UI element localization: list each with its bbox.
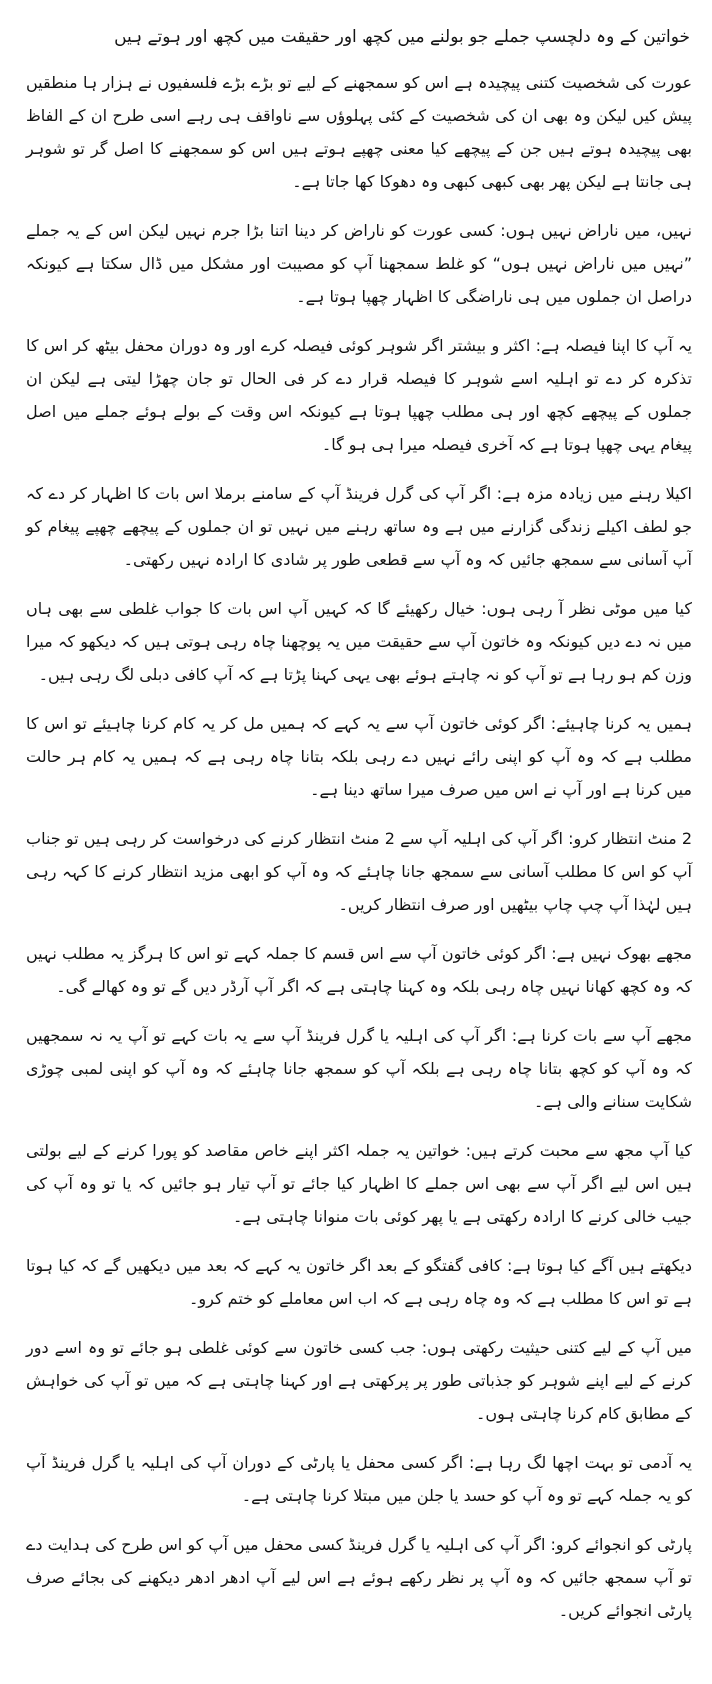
article-paragraph: پارٹی کو انجوائے کرو: اگر آپ کی اہلیہ یا گرل فرینڈ کسی محفل میں آپ کو اس طرح کی ہدایت دے تو آپ سمجھ جائیں کہ وہ آپ پر نظر رکھے ہوئے ہے اس لیے آپ ادھر ادھر دیکھنے کی بجائے صرف پارٹی انجوائے کریں۔ bbox=[26, 1535, 692, 1620]
article-paragraph-intro: عورت کی شخصیت کتنی پیچیدہ ہے اس کو سمجھنے کے لیے تو بڑے بڑے فلسفیوں نے ہزار ہا منطقیں پیش کیں لیکن وہ بھی ان کی شخصیت کے کئی پہلوؤں سے ناواقف ہی رہے اسی طرح ان کے الفاظ بھی پیچیدہ ہوتے ہیں جن کے پیچھے کیا معنی چھپے ہوتے ہیں اس کو سمجھنے کا اصل گر تو شوہر ہی جانتا ہے لیکن پھر بھی کبھی کبھی وہ دھوکا کھا جاتا ہے۔ bbox=[26, 73, 692, 191]
article-paragraph: ہمیں یہ کرنا چاہیئے: اگر کوئی خاتون آپ سے یہ کہے کہ ہمیں مل کر یہ کام کرنا چاہیئے تو اس کا مطلب ہے کہ وہ آپ کو اپنی رائے نہیں دے رہی بلکہ بتانا چاہ رہی ہے کہ ہمیں یہ کام ہر حالت میں کرنا ہے اور آپ نے اس میں صرف میرا ساتھ دینا ہے۔ bbox=[26, 714, 693, 799]
article-paragraph: مجھے آپ سے بات کرنا ہے: اگر آپ کی اہلیہ یا گرل فرینڈ آپ سے یہ بات کہے تو آپ یہ نہ سمجھیں کہ وہ آپ کو کچھ بتانا چاہ رہی ہے بلکہ آپ کو سمجھ جانا چاہئے کہ وہ آپ کو اپنی لمبی چوڑی شکایت سنانے والی ہے۔ bbox=[26, 1026, 692, 1111]
article-paragraph: کیا میں موٹی نظر آ رہی ہوں: خیال رکھیئے گا کہ کہیں آپ اس بات کا جواب غلطی سے بھی ہاں میں نہ دے دیں کیونکہ وہ خاتون آپ سے حقیقت میں یہ پوچھنا چاہ رہی ہوتی ہیں کہ دیکھو کہ میرا وزن کم ہو رہا ہے تو آپ کو نہ چاہتے ہوئے بھی یہی کہنا پڑتا ہے کہ آپ کافی دبلی لگ رہی ہیں۔ bbox=[26, 599, 692, 684]
article-paragraph: یہ آپ کا اپنا فیصلہ ہے: اکثر و بیشتر اگر شوہر کوئی فیصلہ کرے اور وہ دوران محفل بیٹھ کر اس کا تذکرہ کر دے تو اہلیہ اسے شوہر کا فیصلہ قرار دے کر فی الحال تو جان چھڑا لیتی ہے لیکن ان جملوں کے پیچھے کچھ اور ہی مطلب چھپا ہوتا ہے کیونکہ اس وقت کے بولے ہوئے جملے میں اصل پیغام یہی چھپا ہوتا ہے کہ آخری فیصلہ میرا ہی ہو گا۔ bbox=[26, 336, 692, 454]
article-paragraph: دیکھتے ہیں آگے کیا ہوتا ہے: کافی گفتگو کے بعد اگر خاتون یہ کہے کہ بعد میں دیکھیں گے کہ کیا ہوتا ہے تو اس کا مطلب ہے کہ وہ چاہ رہی ہے کہ اب اس معاملے کو ختم کرو۔ bbox=[26, 1256, 692, 1308]
article-paragraph: اکیلا رہنے میں زیادہ مزہ ہے: اگر آپ کی گرل فرینڈ آپ کے سامنے برملا اس بات کا اظہار کر دے کہ جو لطف اکیلے زندگی گزارنے میں ہے وہ ساتھ رہنے میں نہیں تو ان جملوں کے پیچھے چھپے پیغام کو آپ آسانی سے سمجھ جائیں کہ وہ آپ سے قطعی طور پر شادی کا ارادہ نہیں رکھتی۔ bbox=[26, 484, 693, 569]
article-paragraph: یہ آدمی تو بہت اچھا لگ رہا ہے: اگر کسی محفل یا پارٹی کے دوران آپ کی اہلیہ یا گرل فرینڈ آپ کو یہ جملہ کہے تو وہ آپ کو حسد یا جلن میں مبتلا کرنا چاہتی ہے۔ bbox=[26, 1453, 692, 1505]
article-title: خواتین کے وہ دلچسپ جملے جو بولنے میں کچھ اور حقیقت میں کچھ اور ہوتے ہیں bbox=[114, 27, 690, 47]
article-paragraph: مجھے بھوک نہیں ہے: اگر کوئی خاتون آپ سے اس قسم کا جملہ کہے تو اس کا ہرگز یہ مطلب نہیں کہ وہ کچھ کھانا نہیں چاہ رہی بلکہ وہ کہنا چاہتی ہے کہ اگر آپ آرڈر دیں گے تو وہ کھالے گی۔ bbox=[26, 944, 692, 996]
article-paragraph: کیا آپ مجھ سے محبت کرتے ہیں: خواتین یہ جملہ اکثر اپنے خاص مقاصد کو پورا کرنے کے لیے بولتی ہیں اس لیے اگر آپ سے بھی اس جملے کا اظہار کیا جائے تو آپ تیار ہو جائیں کہ یا تو وہ آپ کی جیب خالی کرنے کا ارادہ رکھتی ہے یا پھر کوئی بات منوانا چاہتی ہے۔ bbox=[26, 1141, 693, 1226]
article-paragraph: نہیں، میں ناراض نہیں ہوں: کسی عورت کو ناراض کر دینا اتنا بڑا جرم نہیں لیکن اس کے یہ جملے ”نہیں میں ناراض نہیں ہوں“ کو غلط سمجھنا آپ کو مصیبت اور مشکل میں ڈال سکتا ہے کیونکہ دراصل ان جملوں میں ہی ناراضگی کا اظہار چھپا ہوتا ہے۔ bbox=[26, 221, 692, 306]
article-paragraph: 2 منٹ انتظار کرو: اگر آپ کی اہلیہ آپ سے 2 منٹ انتظار کرنے کی درخواست کر رہی ہیں تو جناب آپ کو اس کا مطلب آسانی سے سمجھ جانا چاہئے کہ وہ آپ کو ابھی مزید انتظار کرنے کا کہہ رہی ہیں لہٰذا آپ چپ چاپ بیٹھیں اور صرف انتظار کریں۔ bbox=[26, 829, 693, 914]
article-paragraph: میں آپ کے لیے کتنی حیثیت رکھتی ہوں: جب کسی خاتون سے کوئی غلطی ہو جائے تو وہ اسے دور کرنے کے لیے اپنے شوہر کو جذباتی طور پر پرکھتی ہے اور کہنا چاہتی ہے کہ میں تو آپ کی خواہش کے مطابق کام کرنا چاہتی ہوں۔ bbox=[26, 1338, 692, 1423]
